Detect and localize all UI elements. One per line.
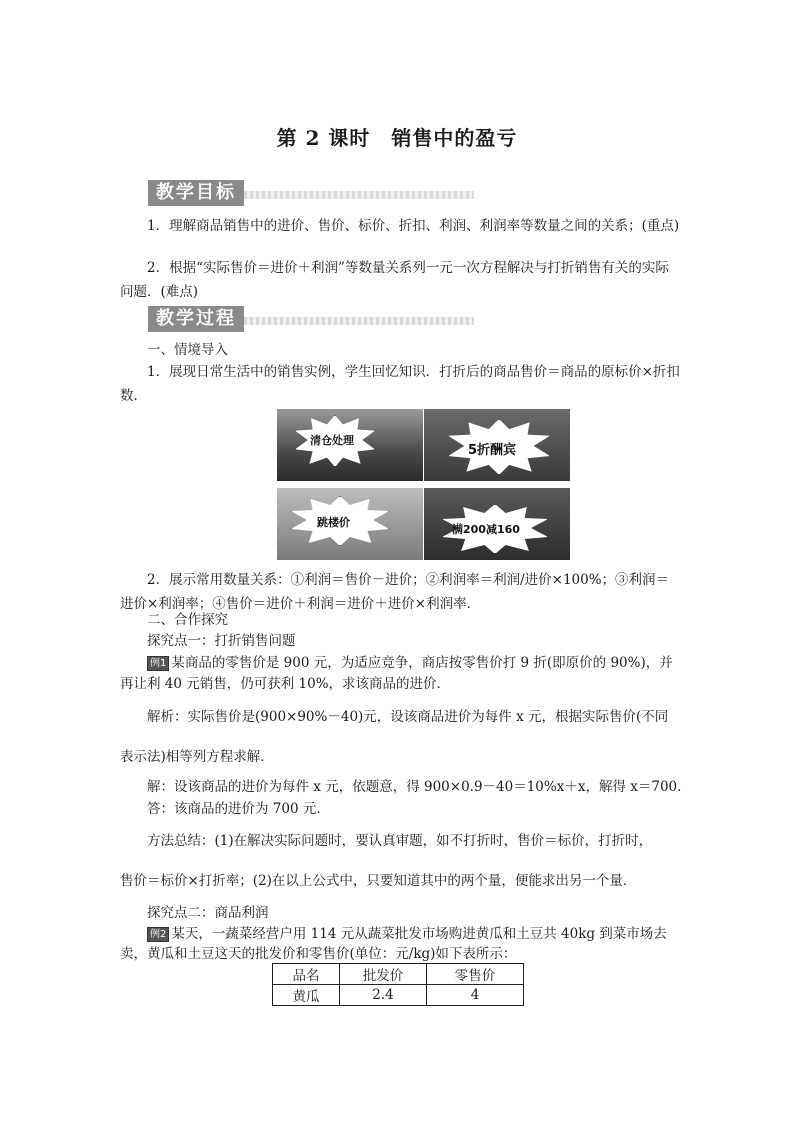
photo-half-price xyxy=(424,409,570,481)
photo-clearance-sale xyxy=(277,409,423,481)
example-tag: 例1 xyxy=(147,656,169,671)
section-label: 教学目标 xyxy=(148,180,244,206)
example-tag: 例2 xyxy=(147,927,169,942)
example-2-line-1 xyxy=(147,924,667,944)
table-cell: 2.4 xyxy=(340,985,427,1006)
table-row xyxy=(273,985,524,1006)
example-1-line-1 xyxy=(147,653,673,673)
objective-1: 1．理解商品销售中的进价、售价、标价、折扣、利润、利润率等数量之间的关系；(重点) xyxy=(147,218,680,234)
banner-divider xyxy=(244,317,474,325)
explore-point-1: 探究点一：打折销售问题 xyxy=(147,633,296,649)
solution-line-2: 答：该商品的进价为 700 元． xyxy=(147,801,330,817)
section-label: 教学过程 xyxy=(148,306,244,332)
intro-paragraph-1: 1．展现日常生活中的销售实例，学生回忆知识．打折后的商品售价＝商品的原标价×折扣数． xyxy=(120,364,680,404)
example-2-line-2: 卖，黄瓜和土豆这天的批发价和零售价(单位：元/kg)如下表所示： xyxy=(120,946,517,962)
banner-divider xyxy=(244,191,474,199)
photo-rock-bottom-price xyxy=(277,488,423,560)
explore-heading: 二、合作探究 xyxy=(147,612,228,628)
analysis-line-1: 解析：实际售价是(900×90%－40)元，设该商品进价为每件 x 元，根据实际售价(不同 xyxy=(147,709,669,725)
table-cell: 4 xyxy=(427,985,524,1006)
table-header-cell: 品名 xyxy=(273,964,340,985)
photo-label: 跳楼价 xyxy=(317,516,350,529)
photo-label: 满200减160 xyxy=(452,523,520,536)
table-header-cell: 零售价 xyxy=(427,964,524,985)
intro-paragraph-2: 2．展示常用数量关系：①利润＝售价－进价；②利润率＝利润/进价×100%；③利润＝进价×利润率；④售价＝进价＋利润＝进价＋进价×利润率． xyxy=(120,572,670,612)
table-header-row xyxy=(273,964,524,985)
method-summary-line-2: 售价＝标价×打折率；(2)在以上公式中，只要知道其中的两个量，便能求出另一个量． xyxy=(120,873,637,889)
method-summary-line-1: 方法总结：(1)在解决实际问题时，要认真审题，如不打折时，售价＝标价，打折时， xyxy=(147,833,653,849)
photo-label: 清仓处理 xyxy=(310,434,354,447)
analysis-line-2: 表示法)相等列方程求解． xyxy=(120,749,274,765)
example-text: 某天，一蔬菜经营户用 114 元从蔬菜批发市场购进黄瓜和土豆共 40kg 到菜市场去 xyxy=(171,926,667,942)
solution-line-1: 解：设该商品的进价为每件 x 元，依题意，得 900×0.9－40＝10%x＋x，解得 x＝700. xyxy=(147,779,682,795)
intro-heading: 一、情境导入 xyxy=(147,342,228,358)
explore-point-2: 探究点二：商品利润 xyxy=(147,905,269,921)
price-table xyxy=(272,963,524,1006)
table-header-cell: 批发价 xyxy=(340,964,427,985)
page-title: 第 2 课时 销售中的盈亏 xyxy=(276,126,518,150)
section-banner-process xyxy=(148,306,474,332)
example-text: 某商品的零售价是 900 元，为适应竞争，商店按零售价打 9 折(即原价的 90%)，并 xyxy=(171,655,673,671)
section-banner-objectives xyxy=(148,180,474,206)
objective-2: 2．根据“实际售价＝进价＋利润”等数量关系列一元一次方程解决与打折销售有关的实际问题．(难点) xyxy=(120,260,669,300)
photo-discount-200-160 xyxy=(424,488,570,560)
table-cell: 黄瓜 xyxy=(273,985,340,1006)
example-1-line-2: 再让利 40 元销售，仍可获利 10%，求该商品的进价． xyxy=(120,676,451,692)
photo-label: 5折酬宾 xyxy=(468,443,517,458)
